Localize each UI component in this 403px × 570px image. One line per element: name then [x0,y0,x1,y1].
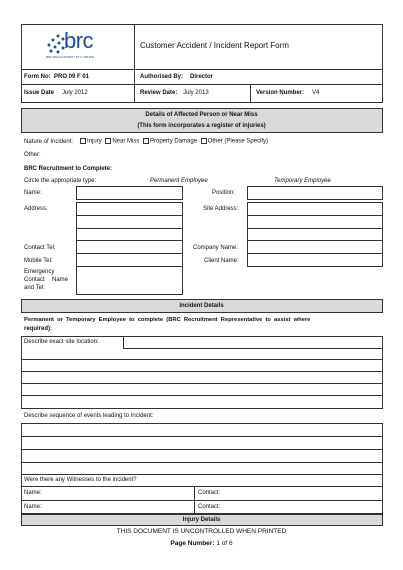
nature-label: Nature of Incident: [24,139,74,145]
circle-label: Circle the appropriate type: [24,178,97,184]
client-name-field[interactable] [247,253,383,267]
form-no-label: Form No: [24,74,51,80]
section2-title: Incident Details [179,303,224,309]
page-number-value: 1 of 6 [216,540,233,547]
position-label: Position: [212,190,236,196]
brc-logo [44,30,124,66]
issue-date-value: July 2012 [62,90,88,96]
address-field[interactable] [76,202,183,242]
property-damage-checkbox[interactable] [143,138,149,144]
issue-date-label: Issue Date [24,90,55,96]
page-number [0,541,403,548]
witness-2-name-label: Name: [24,504,42,510]
form-no-value: PRO 09 F 01 [54,74,90,80]
section1-subtitle: (This form incorporates a register of injuries) [137,123,266,129]
instruction-line-1: Permanent or Temporary Employee to complete (BRC Recruitment Representative to assist where [24,317,311,323]
name-field[interactable] [76,186,183,200]
property-damage-option: Property Damage [150,138,198,145]
witness-1-name-label: Name: [24,490,42,496]
witness-1-contact-field[interactable] [226,487,381,499]
witness-question: Were there any Witnesses to the incident? [24,477,137,483]
permanent-employee[interactable]: Permanent Employee [150,178,208,184]
contact-tel-label: Contact Tel: [24,245,56,251]
logo-text: brc [64,28,94,53]
emergency-label-2b: Name [52,277,69,283]
section1-title: Details of Affected Person or Near Miss [145,112,258,118]
witness-2-name-field[interactable] [44,501,192,513]
emergency-label-1: Emergency [24,269,55,275]
emergency-label-2a: Contact [24,277,45,283]
sequence-line-3[interactable] [21,449,383,463]
other-option: Other (Please Specify) [207,138,269,145]
name-label: Name: [24,190,42,196]
injury-option: Injury [87,138,102,145]
sequence-line-1[interactable] [21,423,383,437]
injury-checkbox[interactable] [80,138,86,144]
uncontrolled-notice: THIS DOCUMENT IS UNCONTROLLED WHEN PRINTED [116,528,287,535]
company-name-field[interactable] [247,240,383,254]
position-field[interactable] [247,186,383,200]
site-location-field[interactable] [123,336,383,349]
site-location-line-4[interactable] [21,395,383,409]
address-label: Address: [24,206,48,212]
sequence-label: Describe sequence of events leading to Incident: [24,413,154,419]
witness-1-name-field[interactable] [44,487,192,499]
mobile-tel-label: Mobile Tel: [24,258,53,264]
company-name-label: Company Name: [193,245,239,251]
site-address-label: Site Address: [203,206,239,212]
temporary-employee[interactable]: Temporary Employee [274,178,331,184]
contact-tel-field[interactable] [76,240,183,254]
site-address-field[interactable] [247,202,383,242]
section3-title: Injury Details [182,517,221,523]
site-location-label: Describe exact site location: [24,339,99,345]
brc-heading: BRC Recruitment to Complete: [24,166,113,172]
near-miss-checkbox[interactable] [105,138,111,144]
emergency-label-3: and Tel: [24,285,45,291]
review-date-value: July 2013 [183,90,209,96]
witness-2-contact-field[interactable] [226,501,381,513]
logo-subtext: BRC RECRUITMENT PTY LIMITED [46,55,95,59]
client-name-label: Client Name: [204,258,239,264]
witness-2-contact-label: Contact: [198,504,221,510]
mobile-tel-field[interactable] [76,253,183,267]
other-checkbox[interactable] [201,138,207,144]
witness-1-contact-label: Contact: [198,490,221,496]
instruction-line-2: required): [24,326,53,332]
authorised-label: Authorised By: [140,74,184,80]
other-label: Other: [24,152,41,158]
sequence-line-2[interactable] [21,436,383,450]
version-label: Version Number: [256,90,305,96]
review-date-label: Review Date: [140,90,178,96]
nature-options [78,138,268,145]
version-value: V4 [312,90,320,96]
authorised-value: Director [190,74,214,80]
page-number-label: Page Number: [170,540,215,547]
near-miss-option: Near Miss [112,138,140,145]
emergency-contact-field[interactable] [76,266,183,295]
form-title: Customer Accident / Incident Report Form [140,41,289,50]
